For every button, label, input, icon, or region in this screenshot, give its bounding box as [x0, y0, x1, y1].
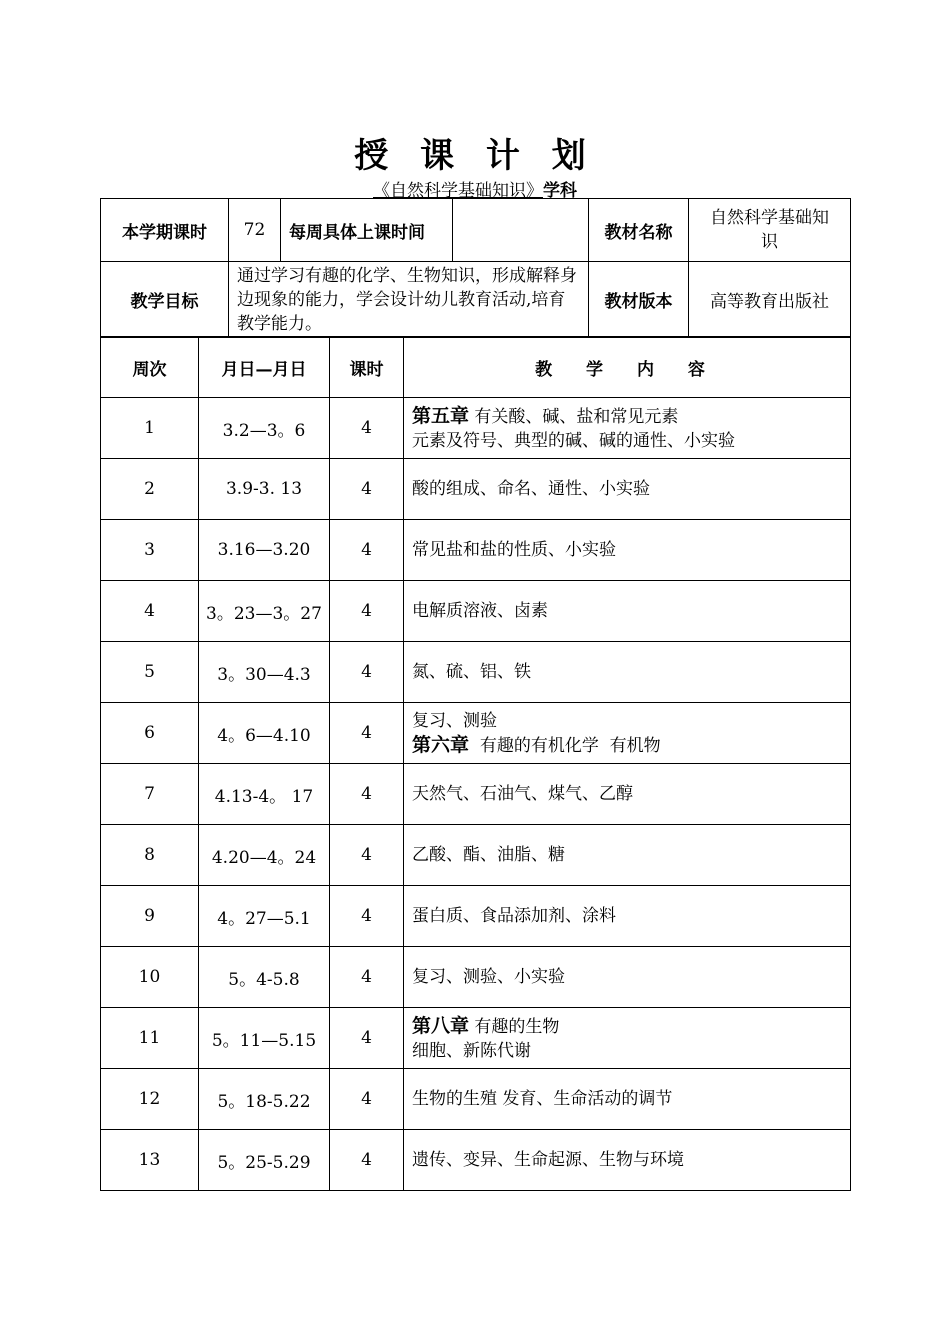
table-row — [101, 1130, 851, 1191]
hours-cell: 4 — [330, 520, 404, 581]
content-line: 复习、测验 — [412, 710, 497, 731]
chapter-line — [412, 733, 842, 758]
week-cell: 7 — [101, 764, 199, 825]
semester-hours-label: 本学期课时 — [101, 199, 229, 262]
content-cell — [404, 1130, 851, 1191]
week-cell: 3 — [101, 520, 199, 581]
dates-cell: 4.20—4。24 — [199, 825, 330, 886]
header-hours: 课时 — [330, 337, 404, 398]
textbook-name-label: 教材名称 — [589, 199, 689, 262]
table-row — [101, 1008, 851, 1069]
content-line: 氮、硫、铝、铁 — [412, 662, 531, 682]
week-cell: 4 — [101, 581, 199, 642]
content-line: 天然气、石油气、煤气、乙醇 — [412, 784, 633, 804]
table-row — [101, 1069, 851, 1130]
header-week: 周次 — [101, 337, 199, 398]
week-cell: 13 — [101, 1130, 199, 1191]
dates-cell: 5。25-5.29 — [199, 1130, 330, 1191]
hours-cell: 4 — [330, 886, 404, 947]
content-cell — [404, 642, 851, 703]
hours-cell: 4 — [330, 459, 404, 520]
header-content: 教 学 内 容 — [404, 337, 851, 398]
dates-cell: 3.2—3。6 — [199, 398, 330, 459]
content-cell — [404, 459, 851, 520]
hours-cell: 4 — [330, 1130, 404, 1191]
content-line: 酸的组成、命名、通性、小实验 — [412, 479, 650, 499]
textbook-edition-label: 教材版本 — [589, 262, 689, 338]
subject-suffix: 学科 — [543, 181, 577, 201]
table-row — [101, 703, 851, 764]
week-cell: 12 — [101, 1069, 199, 1130]
content-cell — [404, 703, 851, 764]
weekly-time-label: 每周具体上课时间 — [281, 199, 453, 262]
weekly-time-value — [453, 199, 589, 262]
table-row — [101, 520, 851, 581]
table-row — [101, 581, 851, 642]
content-line: 乙酸、酯、油脂、糖 — [412, 845, 565, 865]
hours-cell: 4 — [330, 1069, 404, 1130]
content-cell — [404, 825, 851, 886]
chapter-heading: 第六章 — [412, 733, 470, 756]
dates-cell: 3.16—3.20 — [199, 520, 330, 581]
week-cell: 9 — [101, 886, 199, 947]
content-cell — [404, 764, 851, 825]
content-line: 常见盐和盐的性质、小实验 — [412, 540, 616, 560]
content-line: 元素及符号、典型的碱、碱的通性、小实验 — [412, 430, 735, 451]
content-line: 蛋白质、食品添加剂、涂料 — [412, 906, 616, 926]
dates-cell: 4。27—5.1 — [199, 886, 330, 947]
chapter-title: 有趣的生物 — [469, 1016, 560, 1037]
week-cell: 5 — [101, 642, 199, 703]
content-line: 生物的生殖 发育、生命活动的调节 — [412, 1089, 673, 1109]
table-row — [101, 947, 851, 1008]
week-cell: 11 — [101, 1008, 199, 1069]
teaching-goal-label: 教学目标 — [101, 262, 229, 338]
content-cell — [404, 1069, 851, 1130]
week-cell: 1 — [101, 398, 199, 459]
schedule-table — [100, 336, 851, 1191]
dates-cell: 3。23—3。27 — [199, 581, 330, 642]
table-row — [101, 642, 851, 703]
content-line: 电解质溶液、卤素 — [412, 601, 548, 621]
hours-cell: 4 — [330, 1008, 404, 1069]
textbook-name-value: 自然科学基础知识 — [689, 199, 851, 262]
content-line: 复习、测验、小实验 — [412, 967, 565, 987]
hours-cell: 4 — [330, 764, 404, 825]
hours-cell: 4 — [330, 398, 404, 459]
week-cell: 2 — [101, 459, 199, 520]
week-cell: 8 — [101, 825, 199, 886]
table-row — [101, 825, 851, 886]
chapter-title: 有趣的有机化学 有机物 — [469, 735, 661, 756]
semester-hours-value: 72 — [229, 199, 281, 262]
hours-cell: 4 — [330, 825, 404, 886]
dates-cell: 5。4-5.8 — [199, 947, 330, 1008]
content-cell — [404, 886, 851, 947]
header-dates: 月日—月日 — [199, 337, 330, 398]
teaching-goal-value: 通过学习有趣的化学、生物知识，形成解释身边现象的能力，学会设计幼儿教育活动,培育教学能力。 — [229, 262, 589, 338]
content-line: 遗传、变异、生命起源、生物与环境 — [412, 1150, 684, 1170]
dates-cell: 5。18-5.22 — [199, 1069, 330, 1130]
chapter-line — [412, 404, 842, 429]
table-row — [101, 886, 851, 947]
content-cell — [404, 520, 851, 581]
content-cell — [404, 1008, 851, 1069]
table-row — [101, 459, 851, 520]
week-cell: 6 — [101, 703, 199, 764]
page-title: 授 课 计 划 — [354, 136, 596, 176]
chapter-heading: 第五章 — [412, 404, 470, 427]
hours-cell: 4 — [330, 703, 404, 764]
textbook-edition-value: 高等教育出版社 — [689, 262, 851, 338]
course-info-table — [100, 198, 851, 338]
table-row — [101, 764, 851, 825]
week-cell: 10 — [101, 947, 199, 1008]
dates-cell: 4。6—4.10 — [199, 703, 330, 764]
content-cell — [404, 398, 851, 459]
content-line: 细胞、新陈代谢 — [412, 1040, 531, 1061]
hours-cell: 4 — [330, 581, 404, 642]
textbook-title: 《自然科学基础知识》 — [373, 181, 543, 201]
content-cell — [404, 947, 851, 1008]
dates-cell: 5。11—5.15 — [199, 1008, 330, 1069]
hours-cell: 4 — [330, 642, 404, 703]
chapter-title: 有关酸、碱、盐和常见元素 — [469, 406, 679, 427]
table-row — [101, 398, 851, 459]
chapter-line — [412, 1014, 842, 1039]
chapter-heading: 第八章 — [412, 1014, 470, 1037]
content-cell — [404, 581, 851, 642]
dates-cell: 3。30—4.3 — [199, 642, 330, 703]
dates-cell: 3.9-3. 13 — [199, 459, 330, 520]
hours-cell: 4 — [330, 947, 404, 1008]
dates-cell: 4.13-4。 17 — [199, 764, 330, 825]
schedule-header-row — [101, 337, 851, 398]
